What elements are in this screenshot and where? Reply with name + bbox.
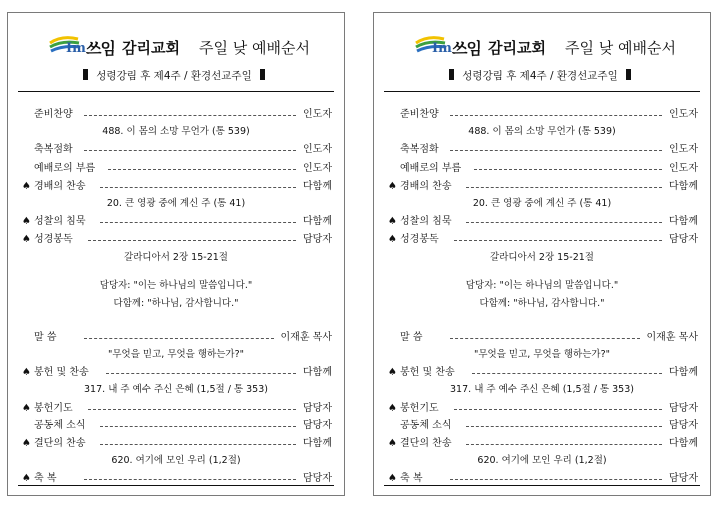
service-title: 주일 낮 예배순서 [565,39,676,57]
order-item [8,107,344,123]
bulletin-panel-right [373,12,711,496]
scripture-reference: 갈라디아서 2장 15-21절 [490,252,594,263]
order-item-label: 축복점화 [34,144,73,155]
order-item [374,232,710,248]
order-item [374,107,710,123]
order-item-label: 성경봉독 [34,234,73,245]
order-item-label: 결단의 찬송 [400,438,452,449]
subtitle-bar-left [449,69,454,80]
order-item [374,401,710,417]
dotted-leader [100,222,296,223]
order-item-person: 인도자 [303,163,332,174]
order-item-person: 담당자 [303,420,332,431]
order-item-person: 다함께 [669,181,698,192]
dotted-leader [466,426,662,427]
spade-icon: ♠ [388,403,397,414]
dotted-leader [450,150,662,151]
order-item-person: 담당자 [303,473,332,484]
dotted-leader [454,240,662,241]
order-item-person: 다함께 [303,438,332,449]
order-item-label: 경배의 찬송 [400,181,452,192]
dotted-leader [100,426,296,427]
subtitle-text: 성령강림 후 제4주 / 환경선교주일 [462,70,618,82]
hymn-worship: 20. 큰 영광 중에 계신 주 (통 41) [472,198,612,209]
order-item-person: 담당자 [669,234,698,245]
order-item [8,418,344,434]
order-item-person: 다함께 [303,181,332,192]
order-item-label: 성경봉독 [400,234,439,245]
dotted-leader [450,338,640,339]
divider-top [384,91,700,92]
dotted-leader [472,373,662,374]
order-item-person: 담당자 [303,403,332,414]
order-item-person: 인도자 [669,109,698,120]
bulletin-header [8,33,344,63]
dotted-leader [88,240,296,241]
hymn-offering: 317. 내 주 예수 주신 은혜 (1,5절 / 통 353) [84,384,268,395]
order-item-person: 다함께 [303,216,332,227]
dotted-leader [466,187,662,188]
dotted-leader [100,187,296,188]
sermon-title: "무엇을 믿고, 무엇을 행하는가?" [108,349,244,360]
hymn-prep: 488. 이 몸의 소망 무언가 (통 539) [102,126,250,137]
dotted-leader [466,444,662,445]
scripture-reference: 갈라디아서 2장 15-21절 [124,252,228,263]
order-item-person: 담당자 [669,420,698,431]
order-item [8,401,344,417]
order-item-label: 준비찬양 [34,109,73,120]
order-item-person: 다함께 [303,367,332,378]
order-item [8,214,344,230]
order-item [8,142,344,158]
order-item-person: 담당자 [669,473,698,484]
reading-leader-line: 담당자: "이는 하나님의 말씀입니다." [99,280,253,291]
order-item [374,418,710,434]
dotted-leader [474,169,662,170]
order-item-person: 다함께 [669,216,698,227]
dotted-leader [450,479,662,480]
order-item-label: 공동체 소식 [34,420,86,431]
order-item-label: 결단의 찬송 [34,438,86,449]
subtitle-bar-right [260,69,265,80]
order-item [8,179,344,195]
order-item [374,214,710,230]
order-item [8,161,344,177]
spade-icon: ♠ [22,473,31,484]
dotted-leader [84,150,296,151]
divider-bottom [384,485,700,486]
dotted-leader [84,338,274,339]
dotted-leader [84,479,296,480]
order-item-label: 말 씀 [34,332,57,343]
spade-icon: ♠ [388,181,397,192]
logo-im-text: Im [66,41,86,56]
order-item-label: 봉헌기도 [400,403,439,414]
spade-icon: ♠ [388,216,397,227]
order-item-person: 인도자 [303,144,332,155]
order-item-label: 공동체 소식 [400,420,452,431]
order-item-label: 말 씀 [400,332,423,343]
logo-ssuim-text: 쓰임 [452,39,481,58]
order-item [374,142,710,158]
dotted-leader [88,409,296,410]
order-item [8,365,344,381]
hymn-offering: 317. 내 주 예수 주신 은혜 (1,5절 / 통 353) [450,384,634,395]
order-item-label: 경배의 찬송 [34,181,86,192]
order-item [374,330,710,346]
order-item [8,330,344,346]
service-subtitle [436,67,644,85]
order-item [374,436,710,452]
spade-icon: ♠ [388,473,397,484]
dotted-leader [100,444,296,445]
spade-icon: ♠ [388,438,397,449]
dotted-leader [466,222,662,223]
spade-icon: ♠ [22,234,31,245]
hymn-decision: 620. 여기에 모인 우리 (1,2절) [477,455,607,466]
order-item-label: 성찰의 침묵 [400,216,452,227]
order-item-person: 인도자 [303,109,332,120]
subtitle-bar-left [83,69,88,80]
spade-icon: ♠ [388,367,397,378]
dotted-leader [108,169,296,170]
order-item-label: 축 복 [34,473,57,484]
spade-icon: ♠ [22,403,31,414]
reading-response-line: 다함께: "하나님, 감사합니다." [113,298,239,309]
service-subtitle [70,67,278,85]
dotted-leader [454,409,662,410]
order-item-person: 다함께 [669,367,698,378]
order-item-label: 준비찬양 [400,109,439,120]
logo-church-text: 감리교회 [488,39,546,57]
sermon-title: "무엇을 믿고, 무엇을 행하는가?" [474,349,610,360]
hymn-worship: 20. 큰 영광 중에 계신 주 (통 41) [106,198,246,209]
hymn-prep: 488. 이 몸의 소망 무언가 (통 539) [468,126,616,137]
order-item-person: 담당자 [303,234,332,245]
reading-response-line: 다함께: "하나님, 감사합니다." [479,298,605,309]
order-item [374,179,710,195]
order-item-label: 예배로의 부름 [400,163,462,174]
church-logo [48,33,198,63]
order-item [8,436,344,452]
logo-church-text: 감리교회 [122,39,180,57]
order-item-label: 축 복 [400,473,423,484]
subtitle-bar-right [626,69,631,80]
order-item [8,232,344,248]
order-item-label: 성찰의 침묵 [34,216,86,227]
order-item-label: 축복점화 [400,144,439,155]
spade-icon: ♠ [22,367,31,378]
church-logo [414,33,564,63]
order-item-person: 인도자 [669,163,698,174]
hymn-decision: 620. 여기에 모인 우리 (1,2절) [111,455,241,466]
divider-bottom [18,485,334,486]
spade-icon: ♠ [22,216,31,227]
bulletin-panel-left [7,12,345,496]
divider-top [18,91,334,92]
dotted-leader [84,115,296,116]
order-item-label: 봉헌 및 찬송 [400,367,455,378]
order-item-person: 이재훈 목사 [280,332,332,343]
spade-icon: ♠ [388,234,397,245]
order-item-person: 다함께 [669,438,698,449]
spade-icon: ♠ [22,181,31,192]
order-item-person: 담당자 [669,403,698,414]
logo-ssuim-text: 쓰임 [86,39,115,58]
reading-leader-line: 담당자: "이는 하나님의 말씀입니다." [465,280,619,291]
spade-icon: ♠ [22,438,31,449]
service-title: 주일 낮 예배순서 [199,39,310,57]
order-item-person: 이재훈 목사 [646,332,698,343]
order-item-label: 예배로의 부름 [34,163,96,174]
subtitle-text: 성령강림 후 제4주 / 환경선교주일 [96,70,252,82]
dotted-leader [106,373,296,374]
dotted-leader [450,115,662,116]
bulletin-header [374,33,710,63]
order-item [374,365,710,381]
order-item-person: 인도자 [669,144,698,155]
order-item [374,161,710,177]
logo-im-text: Im [432,41,452,56]
order-item-label: 봉헌기도 [34,403,73,414]
order-item-label: 봉헌 및 찬송 [34,367,89,378]
